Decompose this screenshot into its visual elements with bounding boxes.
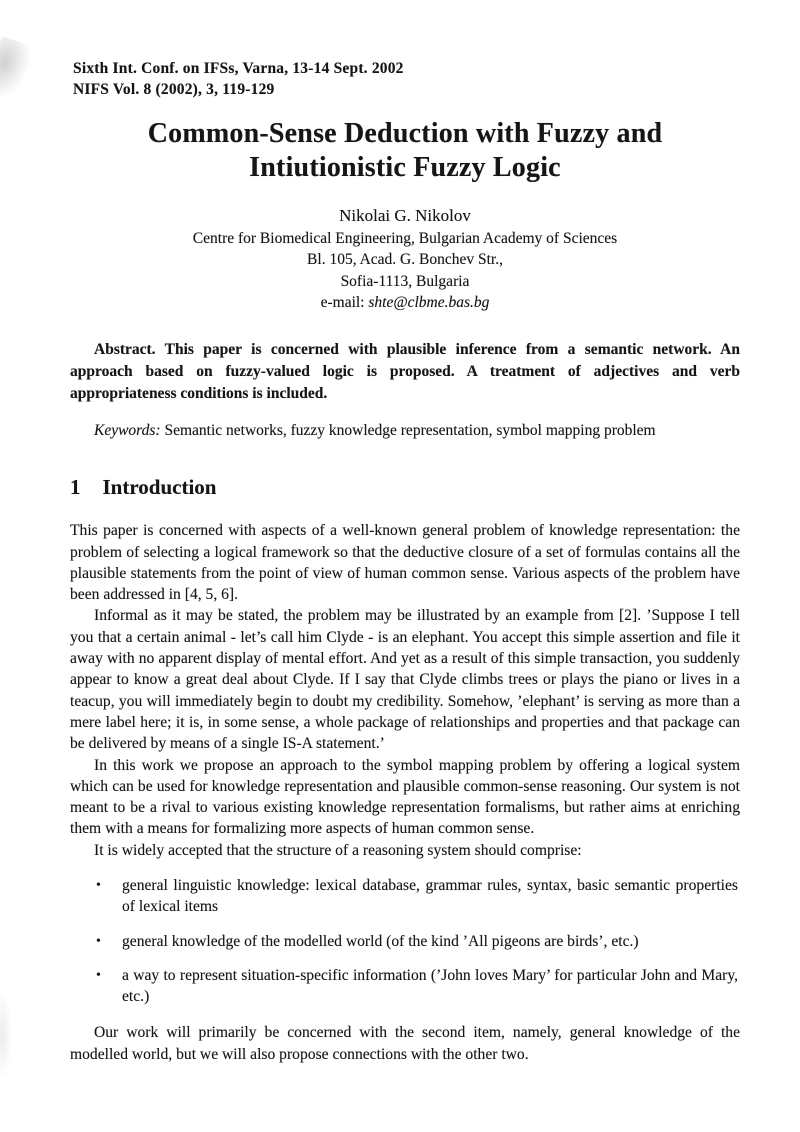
list-item [70, 875, 740, 918]
email-address: shte@clbme.bas.bg [368, 294, 490, 312]
bullet-icon: • [96, 967, 101, 983]
keywords-label: Keywords: [94, 422, 161, 440]
paper-title-line1: Common-Sense Deduction with Fuzzy and [147, 118, 663, 149]
abstract-paragraph [70, 339, 740, 405]
bullet-text-linguistic-knowledge: general linguistic knowledge: lexical database, grammar rules, syntax, basic semantic properties of lexical items [122, 877, 738, 916]
volume-line: NIFS Vol. 8 (2002), 3, 119-129 [73, 81, 275, 98]
intro-paragraph-1: This paper is concerned with aspects of a well-known general problem of knowledge representation: the problem of selecting a logical framework so that the deductive closure of a set of formulas contains all the plausible statements from the point of view of human common sense. Various aspects of the problem have been addressed in [4, 5, 6]. [70, 522, 740, 604]
list-item [70, 931, 740, 952]
paper-title-line2: Intiutionistic Fuzzy Logic [249, 152, 561, 183]
bullet-text-world-knowledge: general knowledge of the modelled world (of the kind ’All pigeons are birds’, etc.) [122, 932, 639, 950]
scan-smudge-top-left [0, 36, 34, 104]
section-title: Introduction [102, 475, 217, 500]
list-item [70, 965, 740, 1008]
intro-paragraph-4: It is widely accepted that the structure of a reasoning system should comprise: [94, 841, 582, 859]
email-label: e-mail: [320, 294, 369, 312]
requirements-bullet-list [70, 875, 740, 1007]
conference-line: Sixth Int. Conf. on IFSs, Varna, 13-14 Sept. 2002 [73, 60, 404, 77]
bullet-icon: • [96, 933, 101, 949]
section-1-heading [70, 475, 740, 500]
affiliation-city: Sofia-1113, Bulgaria [340, 272, 470, 290]
abstract-text: This paper is concerned with plausible inference from a semantic network. An approach based on fuzzy-valued logic is proposed. A treatment of adjectives and verb appropriateness conditions is included. [70, 340, 740, 402]
paper-title [70, 117, 740, 185]
author-name: Nikolai G. Nikolov [339, 205, 471, 225]
affiliation-block [70, 228, 740, 314]
affiliation-street: Bl. 105, Acad. G. Bonchev Str., [307, 251, 503, 269]
keywords-text: Semantic networks, fuzzy knowledge representation, symbol mapping problem [160, 422, 656, 440]
bullet-text-situation-specific: a way to represent situation-specific information (’John loves Mary’ for particular John and Mary, etc.) [122, 966, 738, 1006]
keywords-line [70, 420, 740, 442]
conference-header [73, 58, 740, 100]
intro-paragraph-2: Informal as it may be stated, the problem may be illustrated by an example from [2]. ’Suppose I tell you that a certain animal - let’s call him Clyde - is an elephant. You accept this simple assertion and file it away with no apparent display of mental effort. And yet as a result of this simple transaction, you suddenly appear to know a great deal about Clyde. If I say that Clyde climbs trees or plays the piano or lives in a teacup, you will immediately begin to doubt my credibility. Somehow, ’elephant’ is serving as more than a mere label here; it is, in some sense, a whole package of relationships and properties and that package can be delivered by means of a single IS-A statement.’ [70, 607, 740, 753]
intro-closing-paragraph: Our work will primarily be concerned with the second item, namely, general knowledge of the modelled world, but we will also propose connections with the other two. [70, 1024, 740, 1063]
affiliation-institute: Centre for Biomedical Engineering, Bulgarian Academy of Sciences [192, 229, 618, 247]
abstract-label: Abstract. [94, 340, 156, 358]
bullet-icon: • [96, 878, 101, 893]
email-line [70, 292, 740, 314]
intro-paragraph-3: In this work we propose an approach to the symbol mapping problem by offering a logical system which can be used for knowledge representation and plausible common-sense reasoning. Our system is not meant to be a rival to various existing knowledge representation formalisms, but rather aims at enriching them with a means for formalizing more aspects of human common sense. [70, 756, 740, 838]
scan-smudge-left-edge [0, 990, 12, 1080]
section-number: 1 [70, 475, 81, 500]
